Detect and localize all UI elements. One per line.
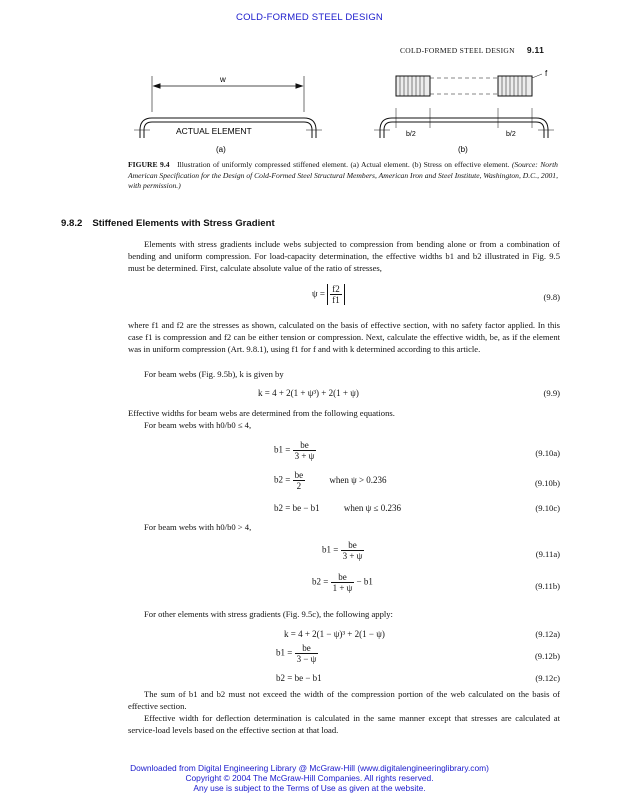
subfigure-a-label: (a) <box>216 145 226 154</box>
label-f: f <box>545 69 548 78</box>
equation-9-10b <box>274 470 387 491</box>
eq-9-10c-condition: when ψ ≤ 0.236 <box>343 503 401 513</box>
section-heading <box>61 218 275 229</box>
eq-9-11b-denominator: 1 + ψ <box>332 583 353 593</box>
eq-9-12b-denominator: 3 − ψ <box>296 654 317 664</box>
running-head <box>400 45 544 55</box>
label-actual-element: ACTUAL ELEMENT <box>176 126 252 136</box>
eq-number-9-11a: (9.11a) <box>535 549 560 559</box>
paragraph-h0-le-4: For beam webs with h0/b0 ≤ 4, <box>144 420 252 430</box>
eq-9-11a-numerator: be <box>341 540 365 551</box>
paragraph-stresses: where f1 and f2 are the stresses as shown, calculated on the basis of effective section, with no safety factor applied. In this case f1 is compression and f2 can be either tension or compression. Next, calculate the effective width, be, as if the element was in uniform compression (Art. 9.8.1), using f1 for f and with k determined according to this article. <box>128 320 560 354</box>
footer-download-link[interactable]: Downloaded from Digital Engineering Library @ McGraw-Hill (www.digitalengineeringlibrary.com) <box>130 763 489 773</box>
eq-number-9-11b: (9.11b) <box>535 581 560 591</box>
eq-9-10c-text: b2 = be − b1 <box>274 503 320 513</box>
footer-copyright: Copyright © 2004 The McGraw-Hill Companies. All rights reserved. <box>185 773 434 783</box>
eq-9-12b-lhs: b1 = <box>276 647 293 658</box>
running-head-title: COLD-FORMED STEEL DESIGN <box>400 46 515 55</box>
effective-element-drawing <box>374 74 554 138</box>
eq-9-11b-numerator: be <box>331 572 355 583</box>
footer-notice <box>0 763 619 793</box>
eq-9-11a-denominator: 3 + ψ <box>342 551 363 561</box>
eq-9-11b-lhs: b2 = <box>312 576 329 587</box>
figure-caption <box>128 160 558 192</box>
footer-terms: Any use is subject to the Terms of Use as given at the website. <box>193 783 426 793</box>
eq-number-9-12b: (9.12b) <box>534 651 560 661</box>
subfigure-b-label: (b) <box>458 145 468 154</box>
equation-9-11b <box>312 572 373 593</box>
page-number: 9.11 <box>526 45 545 55</box>
equation-9-11a <box>322 540 364 561</box>
caption-label: FIGURE 9.4 <box>128 160 170 169</box>
eq-number-9-8: (9.8) <box>543 292 560 302</box>
section-title: Stiffened Elements with Stress Gradient <box>92 218 275 229</box>
equation-9-8 <box>312 284 345 305</box>
paragraph-other-elements: For other elements with stress gradients (Fig. 9.5c), the following apply: <box>144 609 393 619</box>
paragraph-effective-widths: Effective widths for beam webs are determined from the following equations. <box>128 408 395 418</box>
eq-9-10a-denominator: 3 + ψ <box>294 451 315 461</box>
section-number: 9.8.2 <box>61 218 83 229</box>
eq-9-10b-lhs: b2 = <box>274 474 291 485</box>
figure-9-4 <box>118 68 568 156</box>
eq-number-9-10b: (9.10b) <box>534 478 560 488</box>
caption-main: Illustration of uniformly compressed stiffened element. (a) Actual element. (b) Stress on effective element. <box>177 160 510 169</box>
label-b2-left: b/2 <box>406 131 416 138</box>
eq-9-8-numerator: f2 <box>332 284 340 294</box>
eq-9-10b-denominator: 2 <box>296 481 302 491</box>
equation-9-12a: k = 4 + 2(1 − ψ)³ + 2(1 − ψ) <box>284 629 385 639</box>
eq-number-9-10c: (9.10c) <box>535 503 560 513</box>
label-b2-right: b/2 <box>506 131 516 138</box>
paragraph-h0-gt-4: For beam webs with h0/b0 > 4, <box>144 522 252 532</box>
eq-9-10b-numerator: be <box>294 470 304 480</box>
eq-9-10a-lhs: b1 = <box>274 444 291 455</box>
equation-9-12c: b2 = be − b1 <box>276 673 322 683</box>
eq-9-12b-numerator: be <box>295 643 319 654</box>
paragraph-beam-webs-k: For beam webs (Fig. 9.5b), k is given by <box>144 369 284 379</box>
equation-9-10a <box>274 440 316 461</box>
paragraph-intro: Elements with stress gradients include webs subjected to compression from bending alone or from a combination of bending and uniform compression. For load-capacity determination, the effective widths b1 and b2 illustrated in Fig. 9.5 must be determined. First, calculate absolute value of the ratio of stresses, <box>128 239 560 273</box>
eq-number-9-10a: (9.10a) <box>535 448 560 458</box>
paragraph-sum-limit: The sum of b1 and b2 must not exceed the width of the compression portion of the web calculated on the basis of effective section. <box>128 689 560 711</box>
equation-9-9: k = 4 + 2(1 + ψ³) + 2(1 + ψ) <box>258 388 359 398</box>
eq-9-10a-numerator: be <box>293 440 317 451</box>
eq-number-9-12c: (9.12c) <box>535 673 560 683</box>
eq-number-9-9: (9.9) <box>543 388 560 398</box>
eq-9-11b-tail: − b1 <box>356 576 373 587</box>
eq-9-8-denominator: f1 <box>332 295 340 305</box>
label-w: w <box>220 75 226 84</box>
equation-9-12b <box>276 643 318 664</box>
eq-9-11a-lhs: b1 = <box>322 544 339 555</box>
eq-9-10b-condition: when ψ > 0.236 <box>329 474 387 485</box>
equation-9-10c <box>274 503 401 513</box>
paragraph-deflection: Effective width for deflection determination is calculated in the same manner except that stresses are calculated at service-load levels based on the effective section at that load. <box>128 713 560 735</box>
caption-source: (Source: North American Specification for the Design of Cold-Formed Steel Structural Members, American Iron and Steel Institute, Washington, D.C., 2001, with permission.) <box>128 160 558 191</box>
eq-9-8-lhs: ψ = <box>312 288 325 299</box>
top-banner: COLD-FORMED STEEL DESIGN <box>236 12 383 23</box>
eq-number-9-12a: (9.12a) <box>535 629 560 639</box>
